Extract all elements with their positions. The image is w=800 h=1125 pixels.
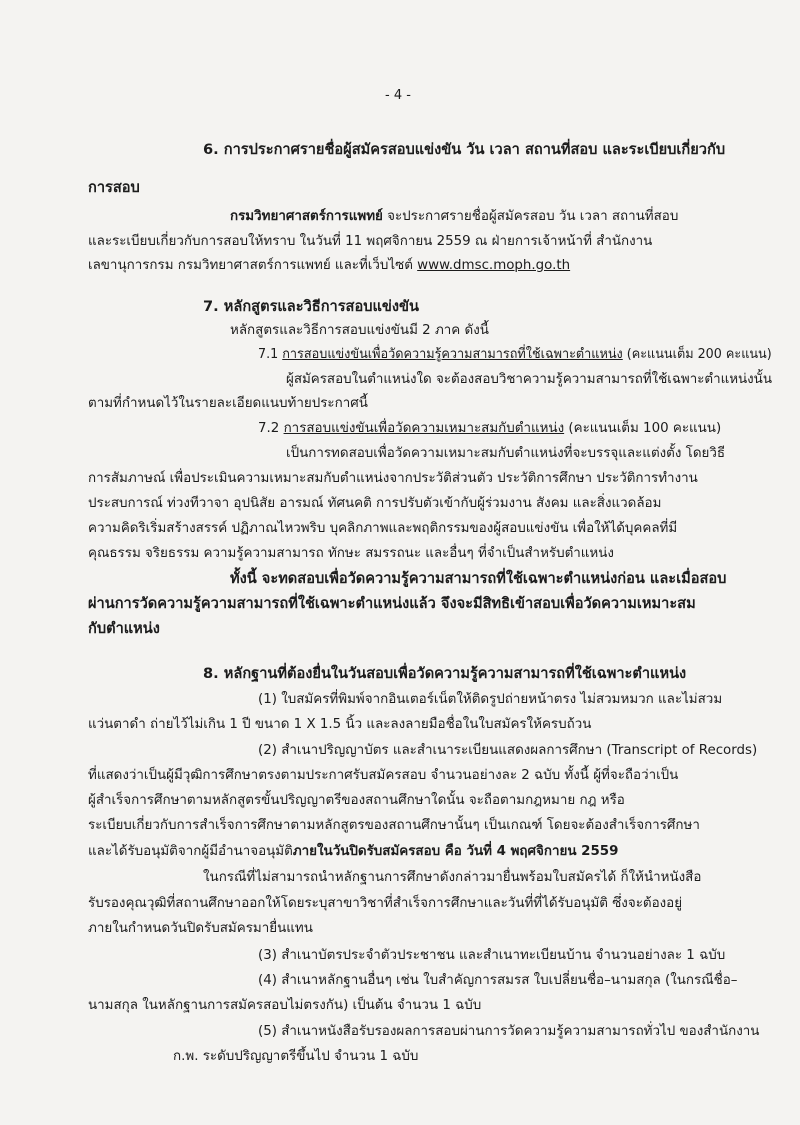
page-number: - 4 - — [385, 88, 411, 103]
item-7-2-subject: การสอบแข่งขันเพื่อวัดความเหมาะสมกับตำแหน่ง — [283, 421, 565, 436]
item-7-2-score: (คะแนนเต็ม 100 คะแนน) — [564, 421, 722, 436]
item-8-2-text: ระเบียบเกี่ยวกับการสำเร็จการศึกษาตามหลักสูตรของสถานศึกษานั้นๆ เป็นเกณฑ์ โดยจะต้องสำเร็จการศึกษา — [88, 818, 700, 833]
item-7-2-text: การสัมภาษณ์ เพื่อประเมินความเหมาะสมกับตำแหน่งจากประวัติส่วนตัว ประวัติการศึกษา ประวัติการทำงาน — [88, 471, 698, 486]
item-7-2-text: ความคิดริเริ่มสร้างสรรค์ ปฏิภาณไหวพริบ บุคลิกภาพและพฤติกรรมของผู้สอบแข่งขัน เพื่อให้ได้บุคคลที่มี — [88, 521, 678, 536]
section-6-para-line — [230, 207, 678, 227]
item-7-2-text: เป็นการทดสอบเพื่อวัดความเหมาะสมกับตำแหน่งที่จะบรรจุและแต่งตั้ง โดยวิธี — [286, 446, 726, 461]
item-8-2-approval: และได้รับอนุมัติจากผู้มีอำนาจอนุมัติ — [88, 844, 293, 859]
section-6-heading: 6. การประกาศรายชื่อผู้สมัครสอบแข่งขัน วัน เวลา สถานที่สอบ และระเบียบเกี่ยวกับ — [203, 141, 726, 158]
item-7-1-title — [258, 345, 772, 365]
closing-date: ภายในวันปิดรับสมัครสอบ คือ วันที่ 4 พฤศจิกายน 2559 — [292, 844, 619, 859]
section-6-para-line — [88, 256, 570, 276]
agency-name: กรมวิทยาศาสตร์การแพทย์ — [230, 209, 383, 224]
item-8-4-text: (4) สำเนาหลักฐานอื่นๆ เช่น ใบสำคัญการสมรส ใบเปลี่ยนชื่อ–นามสกุล (ในกรณีชื่อ– — [258, 973, 738, 988]
item-8-4-text: นามสกุล ในหลักฐานการสมัครสอบไม่ตรงกัน) เป็นต้น จำนวน 1 ฉบับ — [88, 998, 482, 1013]
section-7-note: ผ่านการวัดความรู้ความสามารถที่ใช้เฉพาะตำแหน่งแล้ว จึงจะมีสิทธิเข้าสอบเพื่อวัดความเหมาะสม — [88, 595, 696, 612]
section-7-note: ทั้งนี้ จะทดสอบเพื่อวัดความรู้ความสามารถที่ใช้เฉพาะตำแหน่งก่อน และเมื่อสอบ — [230, 570, 727, 587]
section-7-note: กับตำแหน่ง — [88, 620, 160, 637]
item-8-2-text: ผู้สำเร็จการศึกษาตามหลักสูตรขั้นปริญญาตรีของสถานศึกษาใดนั้น จะถือตามกฎหมาย กฎ หรือ — [88, 793, 625, 808]
item-8-2-text: รับรองคุณวุฒิที่สถานศึกษาออกให้โดยระบุสาขาวิชาที่สำเร็จการศึกษาและวันที่ที่ได้รับอนุมัติ ซึ่งจะต้องอยู่ — [88, 896, 683, 911]
section-6-heading-cont: การสอบ — [88, 179, 140, 196]
item-8-5-text: ก.พ. ระดับปริญญาตรีขึ้นไป จำนวน 1 ฉบับ — [173, 1049, 419, 1064]
item-7-2-number: 7.2 — [258, 421, 284, 436]
item-8-2-text: ภายในกำหนดวันปิดรับสมัครมายื่นแทน — [88, 921, 313, 936]
item-7-1-text: ผู้สมัครสอบในตำแหน่งใด จะต้องสอบวิชาความรู้ความสามารถที่ใช้เฉพาะตำแหน่งนั้น — [286, 372, 772, 387]
item-8-1-text: แว่นตาดำ ถ่ายไว้ไม่เกิน 1 ปี ขนาด 1 X 1.5 นิ้ว และลงลายมือชื่อในใบสมัครให้ครบถ้วน — [88, 717, 592, 732]
item-7-1-text: ตามที่กำหนดไว้ในรายละเอียดแนบท้ายประกาศนี้ — [88, 396, 368, 411]
section-6-para-text: เลขานุการกรม กรมวิทยาศาสตร์การแพทย์ และที่เว็บไซต์ — [88, 258, 418, 273]
item-8-1-text: (1) ใบสมัครที่พิมพ์จากอินเตอร์เน็ตให้ติดรูปถ่ายหน้าตรง ไม่สวมหมวก และไม่สวม — [258, 692, 723, 707]
item-7-2-title — [258, 419, 721, 439]
section-7-intro: หลักสูตรและวิธีการสอบแข่งขันมี 2 ภาค ดังนี้ — [230, 323, 489, 338]
item-7-1-subject: การสอบแข่งขันเพื่อวัดความรู้ความสามารถที่ใช้เฉพาะตำแหน่ง — [282, 347, 623, 362]
item-7-2-text: ประสบการณ์ ท่วงทีวาจา อุปนิสัย อารมณ์ ทัศนคติ การปรับตัวเข้ากับผู้ร่วมงาน สังคม และสิ่งแวดล้อม — [88, 496, 662, 511]
item-8-2-text: (2) สำเนาปริญญาบัตร และสำเนาระเบียนแสดงผลการศึกษา (Transcript of Records) — [258, 743, 758, 758]
section-8-heading: 8. หลักฐานที่ต้องยื่นในวันสอบเพื่อวัดความรู้ความสามารถที่ใช้เฉพาะตำแหน่ง — [203, 665, 687, 682]
section-7-heading: 7. หลักสูตรและวิธีการสอบแข่งขัน — [203, 298, 419, 315]
item-8-2-text: ที่แสดงว่าเป็นผู้มีวุฒิการศึกษาตรงตามประกาศรับสมัครสอบ จำนวนอย่างละ 2 ฉบับ ทั้งนี้ ผู้ที่จะถือว่าเป็น — [88, 768, 679, 783]
item-7-2-text: คุณธรรม จริยธรรม ความรู้ความสามารถ ทักษะ สมรรถนะ และอื่นๆ ที่จำเป็นสำหรับตำแหน่ง — [88, 546, 614, 561]
item-8-2-text: ในกรณีที่ไม่สามารถนำหลักฐานการศึกษาดังกล่าวมายื่นพร้อมใบสมัครได้ ก็ให้นำหนังสือ — [203, 870, 702, 885]
website-link[interactable]: www.dmsc.moph.go.th — [417, 258, 571, 273]
item-8-2-text — [88, 842, 618, 862]
item-7-1-score: (คะแนนเต็ม 200 คะแนน) — [622, 347, 772, 362]
item-7-1-number: 7.1 — [258, 347, 283, 362]
item-8-3-text: (3) สำเนาบัตรประจำตัวประชาชน และสำเนาทะเบียนบ้าน จำนวนอย่างละ 1 ฉบับ — [258, 948, 726, 963]
section-6-para-text: จะประกาศรายชื่อผู้สมัครสอบ วัน เวลา สถานที่สอบ — [382, 209, 679, 224]
item-8-5-text: (5) สำเนาหนังสือรับรองผลการสอบผ่านการวัดความรู้ความสามารถทั่วไป ของสำนักงาน — [258, 1024, 760, 1039]
section-6-para-line: และระเบียบเกี่ยวกับการสอบให้ทราบ ในวันที่ 11 พฤศจิกายน 2559 ณ ฝ่ายการเจ้าหน้าที่ สำนักงาน — [88, 234, 653, 249]
